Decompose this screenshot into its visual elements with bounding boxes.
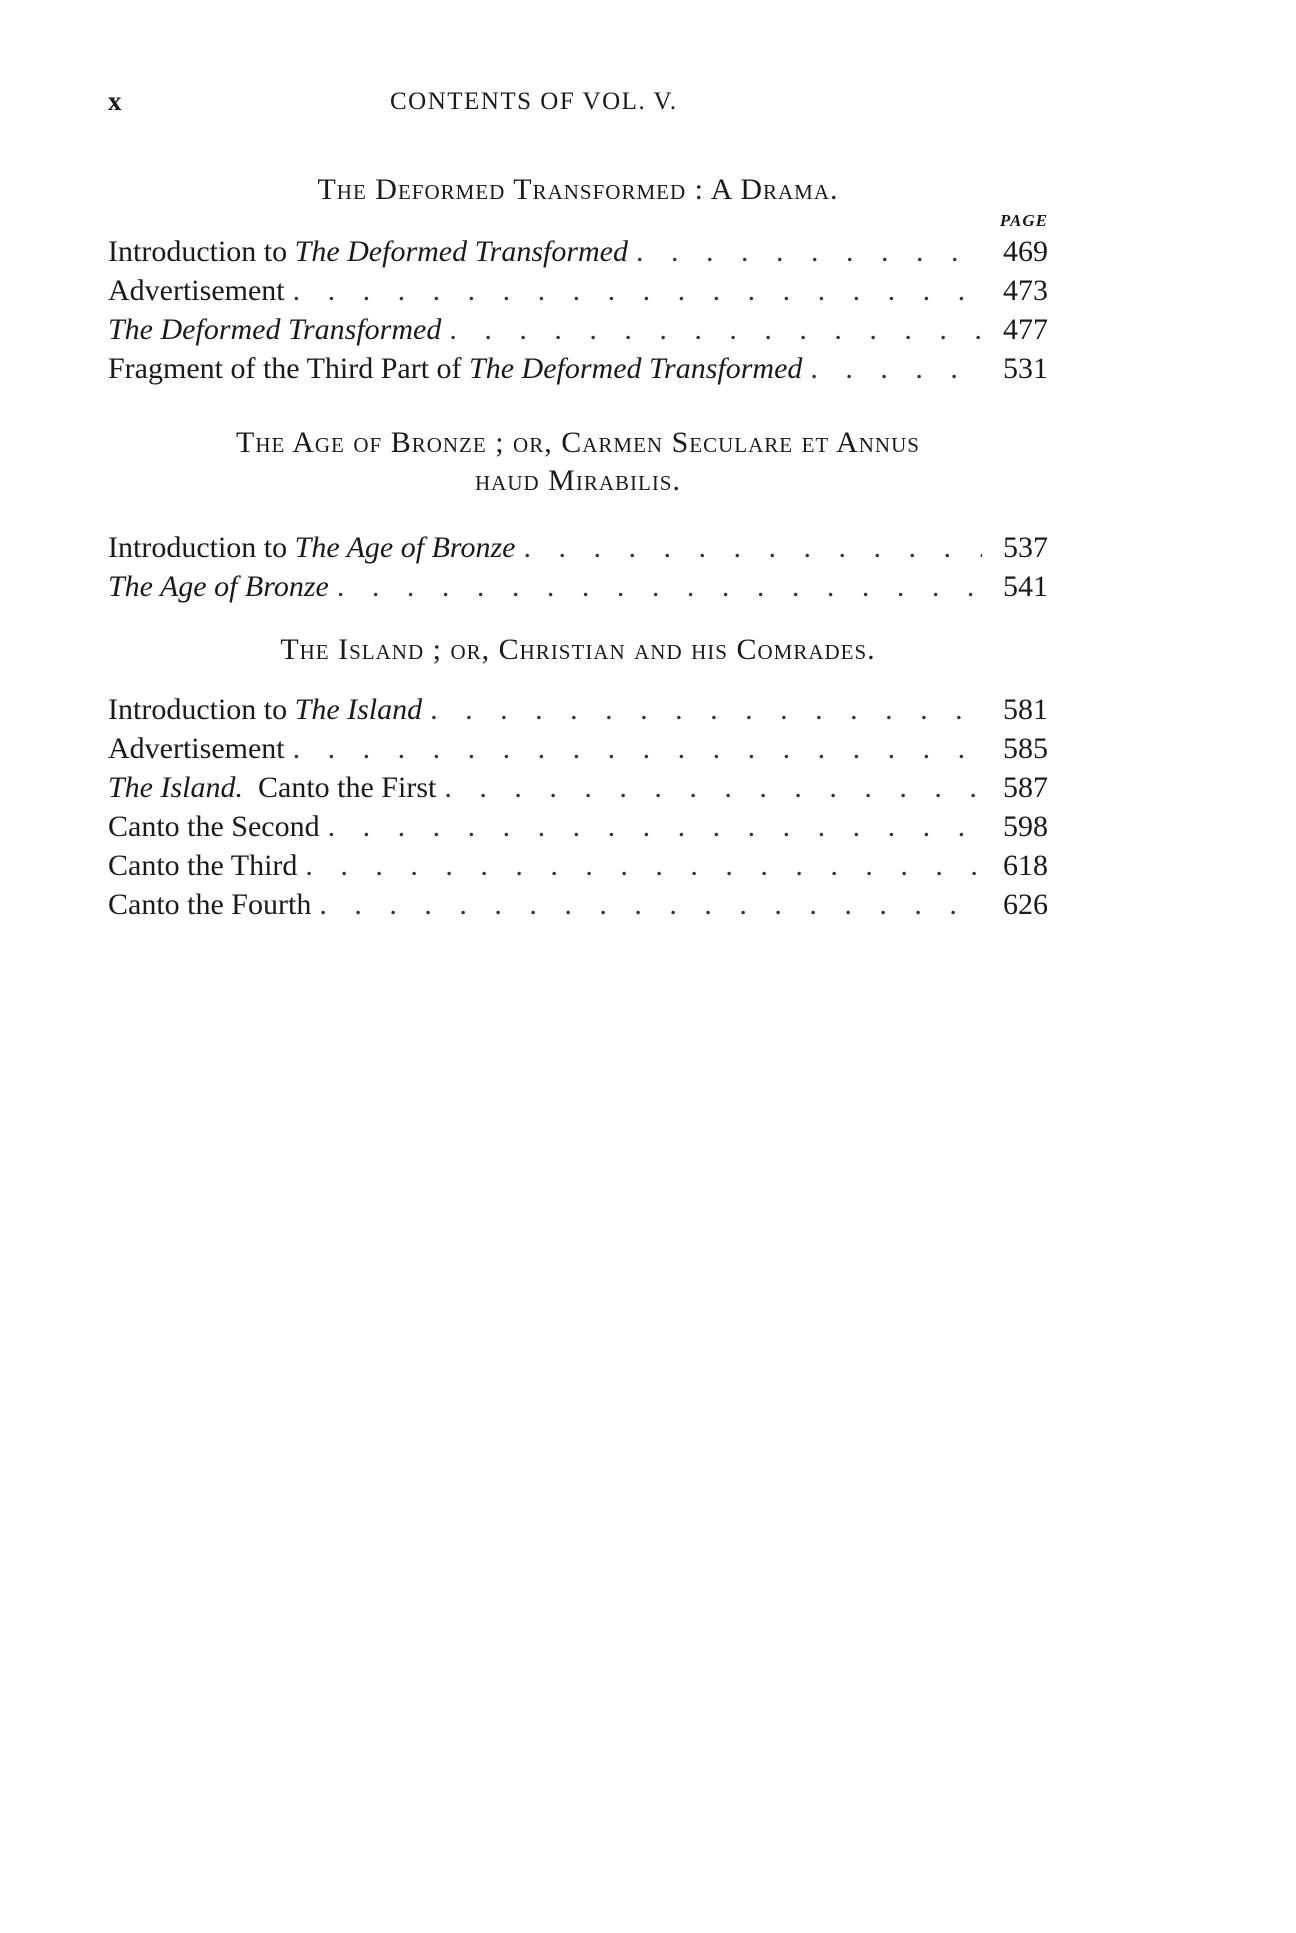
entry-label: The Age of Bronze [108, 570, 329, 603]
section-the-island [108, 632, 1048, 924]
page-column-label: PAGE [999, 211, 1048, 230]
entry-page-number: 469 [1003, 235, 1048, 268]
dot-leader [523, 528, 982, 567]
toc-entry[interactable] [108, 528, 1048, 567]
dot-leader [293, 271, 982, 310]
entry-label: Canto the Second [108, 810, 320, 843]
dot-leader [449, 310, 982, 349]
entry-page-number: 585 [1003, 732, 1048, 765]
entry-label: Introduction to The Age of Bronze [108, 531, 516, 564]
entry-label: Advertisement [108, 274, 285, 307]
dot-leader [337, 567, 982, 606]
entry-label: Advertisement [108, 732, 285, 765]
folio-number: x [108, 86, 123, 116]
entry-page-number: 537 [1003, 531, 1048, 564]
entry-page-number: 581 [1003, 693, 1048, 726]
entry-page-number: 531 [1003, 352, 1048, 385]
toc-entry[interactable] [108, 690, 1048, 729]
toc-entry[interactable] [108, 807, 1048, 846]
dot-leader [293, 729, 982, 768]
toc-entry[interactable] [108, 885, 1048, 924]
entry-label: Canto the Fourth [108, 888, 312, 921]
dot-leader [328, 807, 982, 846]
entry-label: Introduction to The Deformed Transformed [108, 235, 628, 268]
entry-page-number: 618 [1003, 849, 1048, 882]
entry-label: Canto the Third [108, 849, 298, 882]
toc-entry[interactable] [108, 768, 1048, 807]
entry-label: The Island. Canto the First [108, 771, 437, 804]
section-title: The Island ; or, Christian and his Comrades. [280, 633, 876, 666]
entry-label: The Deformed Transformed [108, 313, 442, 346]
dot-leader [444, 768, 982, 807]
running-head [108, 86, 1048, 126]
section-title-line1: The Age of Bronze ; or, Carmen Seculare et Annus [236, 426, 920, 459]
toc-entry[interactable] [108, 271, 1048, 310]
toc-entry[interactable] [108, 349, 1048, 388]
section-title-line2: haud Mirabilis. [474, 464, 681, 497]
toc-entry[interactable] [108, 567, 1048, 606]
entry-page-number: 598 [1003, 810, 1048, 843]
toc-entry[interactable] [108, 232, 1048, 271]
section-deformed-transformed [108, 172, 1048, 388]
entry-label: Introduction to The Island [108, 693, 423, 726]
entry-page-number: 626 [1003, 888, 1048, 921]
entry-label: Fragment of the Third Part of The Deformed Transformed [108, 352, 803, 385]
section-title: The Deformed Transformed : A Drama. [317, 173, 839, 206]
entry-page-number: 587 [1003, 771, 1048, 804]
entry-page-number: 541 [1003, 570, 1048, 603]
dot-leader [810, 349, 982, 388]
dot-leader [430, 690, 982, 729]
entry-page-number: 477 [1003, 313, 1048, 346]
section-age-of-bronze [108, 424, 1048, 606]
toc-entry[interactable] [108, 729, 1048, 768]
toc-entry[interactable] [108, 846, 1048, 885]
running-head-title: CONTENTS OF VOL. V. [390, 88, 678, 115]
entry-page-number: 473 [1003, 274, 1048, 307]
toc-entry[interactable] [108, 310, 1048, 349]
dot-leader [636, 232, 982, 271]
dot-leader [305, 846, 982, 885]
dot-leader [319, 885, 982, 924]
